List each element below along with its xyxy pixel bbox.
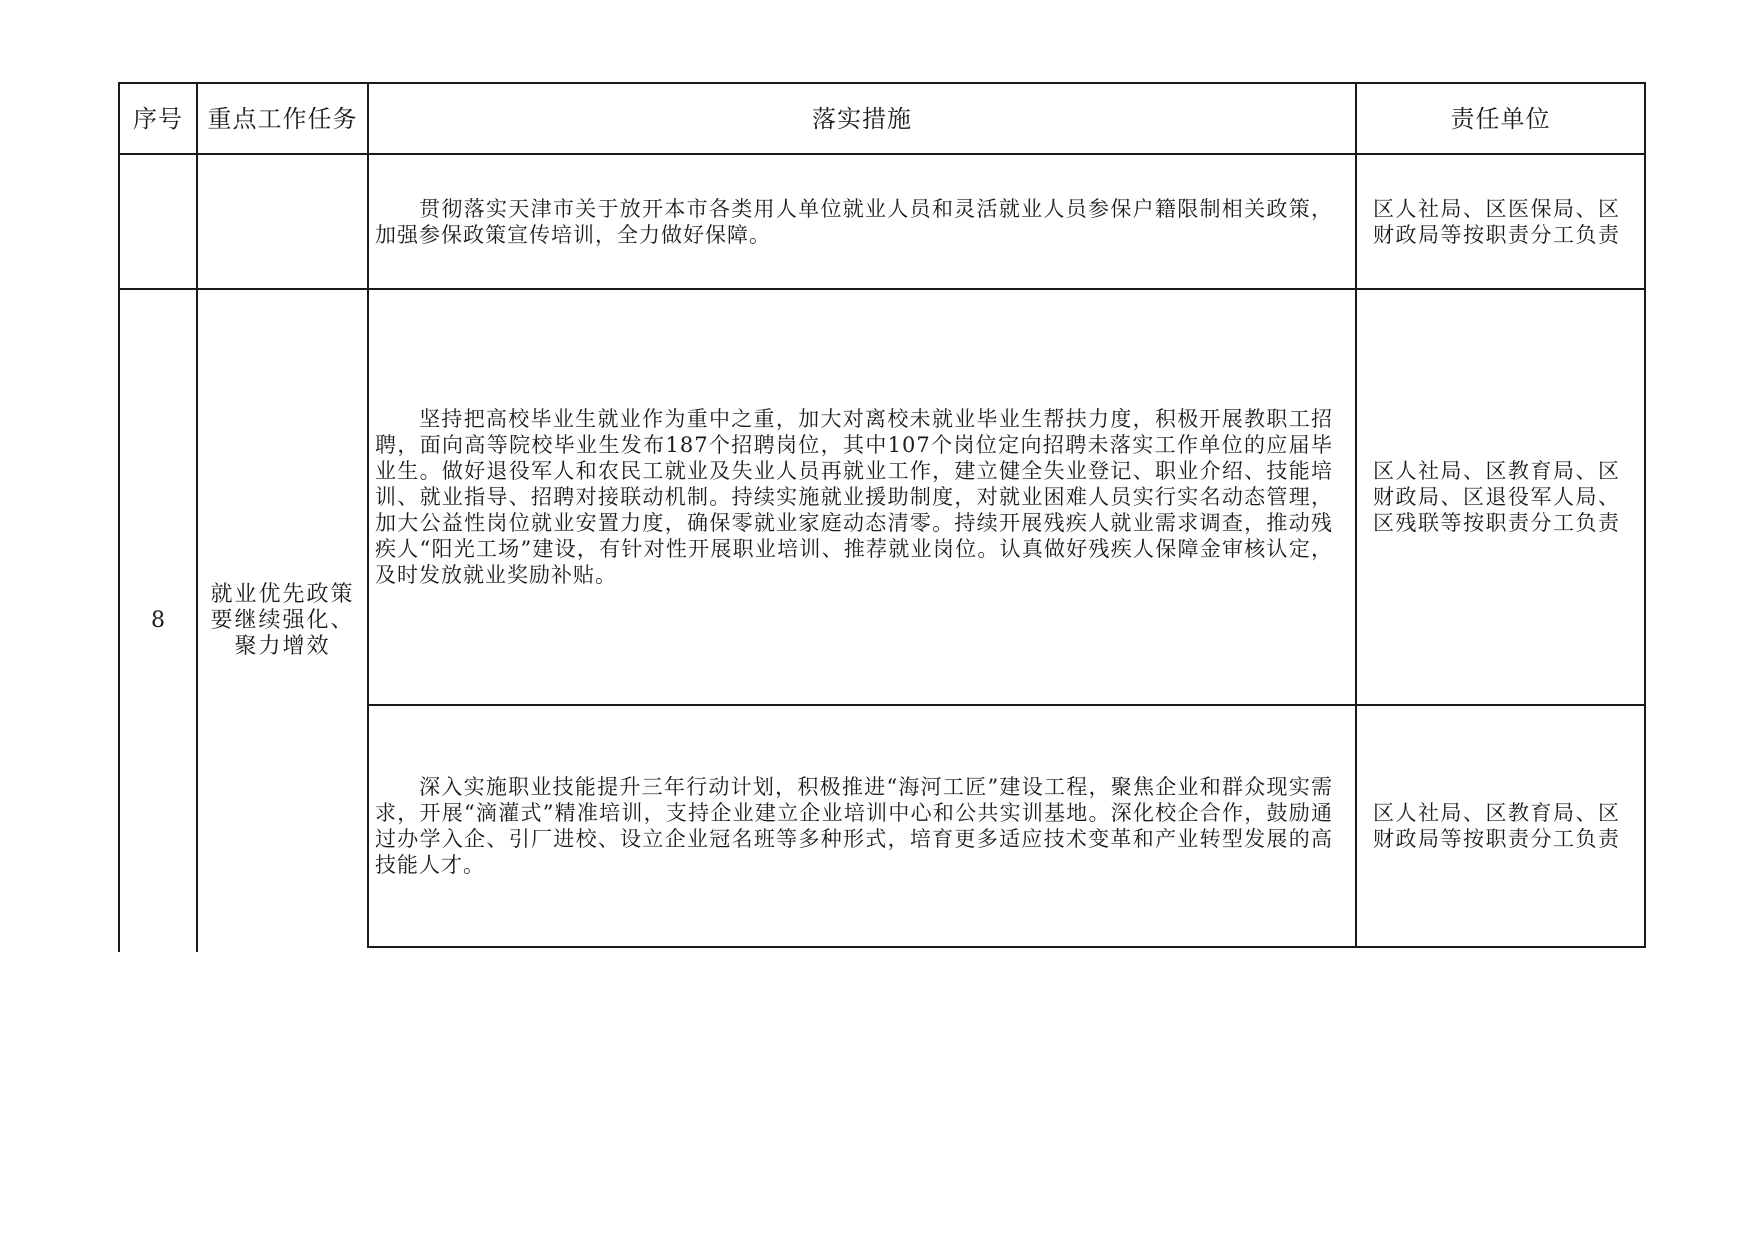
row1-unit-cell xyxy=(1357,155,1644,288)
row1-unit-text: 区人社局、区医保局、区财政局等按职责分工负责 xyxy=(1373,196,1621,247)
item8-serial: 8 xyxy=(151,608,165,633)
header-serial: 序号 xyxy=(133,104,183,133)
row3-measures-cell xyxy=(369,706,1355,946)
row1-measures-cell xyxy=(369,155,1355,288)
row2-measures-cell xyxy=(369,290,1355,704)
item8-serial-cell xyxy=(120,290,196,952)
header-unit: 责任单位 xyxy=(1450,104,1551,133)
header-measures: 落实措施 xyxy=(812,104,912,133)
row3-unit-text: 区人社局、区教育局、区财政局等按职责分工负责 xyxy=(1373,801,1621,851)
row3-measures-text: 深入实施职业技能提升三年行动计划，积极推进“海河工匠”建设工程，聚焦企业和群众现实需求，开展“滴灌式”精准培训，支持企业建立企业培训中心和公共实训基地。深化校企合作，鼓励通过办学入企、引厂进校、设立企业冠名班等多种形式，培育更多适应技术变革和产业转型发展的高技能人才。 xyxy=(375,775,1333,877)
row2-measures-text: 坚持把高校毕业生就业作为重中之重，加大对离校未就业毕业生帮扶力度，积极开展教职工招聘，面向高等院校毕业生发布187个招聘岗位，其中107个岗位定向招聘未落实工作单位的应届毕业生。做好退役军人和农民工就业及失业人员再就业工作，建立健全失业登记、职业介绍、技能培训、就业指导、招聘对接联动机制。持续实施就业援助制度，对就业困难人员实行实名动态管理，加大公益性岗位就业安置力度，确保零就业家庭动态清零。持续开展残疾人就业需求调查，推动残疾人“阳光工场”建设，有针对性开展职业培训、推荐就业岗位。认真做好残疾人保障金审核认定，及时发放就业奖励补贴。 xyxy=(375,407,1333,587)
item8-task: 就业优先政策要继续强化、聚力增效 xyxy=(210,582,355,659)
row3-bottom-border xyxy=(369,946,1646,948)
table-right-border xyxy=(1644,82,1646,948)
row3-unit-cell xyxy=(1357,706,1644,946)
row2-unit-cell xyxy=(1357,290,1644,704)
header-task: 重点工作任务 xyxy=(207,104,358,133)
item8-task-cell xyxy=(198,290,367,952)
row1-measures-text: 贯彻落实天津市关于放开本市各类用人单位就业人员和灵活就业人员参保户籍限制相关政策，加强参保政策宣传培训，全力做好保障。 xyxy=(375,196,1333,247)
row2-unit-text: 区人社局、区教育局、区财政局、区退役军人局、区残联等按职责分工负责 xyxy=(1373,459,1621,535)
task-table xyxy=(118,82,1646,952)
